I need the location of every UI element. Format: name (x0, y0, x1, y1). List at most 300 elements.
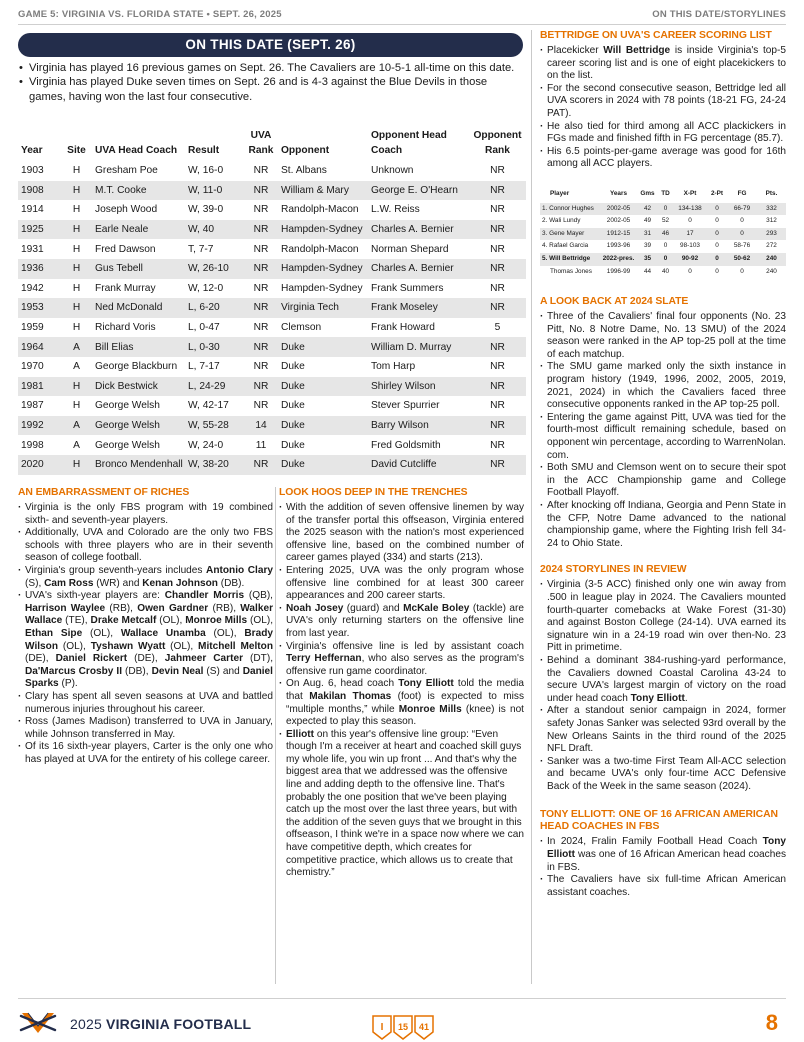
table-cell: M.T. Cooke (92, 181, 185, 201)
table-cell: 2002-05 (606, 217, 631, 225)
table-cell: 11 (255, 439, 267, 451)
table-cell: NR (490, 282, 505, 294)
table-cell: NR (490, 361, 505, 373)
table-cell: Shirley Wilson (368, 377, 468, 397)
player-name: Tyshawn Wyatt (90, 640, 166, 652)
table-cell: 1931 (21, 243, 44, 255)
table-cell: 46 (658, 228, 673, 241)
table-cell: 0 (658, 203, 673, 216)
coach-name: Tony Elliott (630, 692, 685, 704)
table-row (18, 220, 526, 240)
table-row (18, 161, 526, 181)
bettridge-bullet (540, 45, 786, 83)
table-cell: H (72, 243, 81, 255)
virginia-logo-icon (19, 1010, 57, 1036)
table-cell: 2. Wali Lundy (542, 217, 581, 225)
table-cell: A (73, 361, 80, 373)
table-cell: Duke (278, 455, 368, 475)
table-cell: 1912-15 (600, 228, 637, 241)
table-cell: H (60, 259, 92, 279)
table-cell: 1996-99 (606, 267, 631, 275)
table-cell: NR (243, 337, 278, 357)
badge-text: I (380, 1022, 384, 1033)
table-cell: W, 39-0 (188, 204, 224, 216)
table-cell: A (60, 416, 92, 436)
table-cell: 31 (637, 228, 658, 241)
column-header: Player (550, 189, 570, 197)
table-row (18, 435, 526, 455)
table-cell: Clemson (281, 322, 322, 334)
player-name: Devin Neal (151, 665, 204, 677)
table-cell: William D. Murray (368, 337, 468, 357)
text: (DT), (243, 653, 273, 665)
storyline-bullet: · After a standout senior campaign in 2024, former safety Jonas Sanker was selected 93rd overall by the New Orleans Saints in the third round of the 2025 NFL Draft. (540, 705, 786, 755)
table-cell: NR (468, 181, 526, 201)
coach-name: Terry Heffernan (286, 653, 362, 665)
running-header (18, 9, 786, 23)
table-cell: NR (253, 204, 269, 216)
trenches-bullet (279, 678, 524, 728)
table-cell: W, 42-17 (188, 400, 229, 412)
table-cell: Fred Dawson (95, 243, 156, 255)
table-cell: 2022-pres. (600, 253, 637, 266)
table-cell: W, 16-0 (188, 165, 224, 177)
text: Virginia's group seventh-years includes (25, 564, 207, 576)
table-cell: Frank Summers (371, 282, 444, 294)
player-name: Owen Gardner (137, 602, 209, 614)
table-cell: Hampden-Sydney (281, 282, 363, 294)
column-header: UVA Rank (248, 130, 274, 156)
table-cell: H (72, 282, 81, 294)
player-name: McKale Boley (403, 602, 470, 614)
player-name: Antonio Clary (206, 564, 273, 576)
text: (tackle) are UVA's only returning starters on the offensive line from last year. (286, 602, 524, 639)
table-cell: L, 7-17 (188, 361, 220, 373)
table-cell: L.W. Reiss (371, 204, 420, 216)
slate-bullet: · Three of the Cavaliers' final four opponents (No. 23 Pitt, No. 8 Notre Dame, No. 13 SMU) of the 2024 season were ranked in the AP top-25 poll at the time of each matchup. (540, 311, 786, 361)
trenches-section (279, 487, 524, 880)
table-cell: Duke (281, 439, 305, 451)
column-header: X-Pt (683, 189, 697, 197)
slate-bullet: · After knocking off Indiana, Georgia and Penn State in the CFP, Notre Dame advanced to the national championship game, where the Fighting Irish fell 34-24 to Ohio State. (540, 500, 786, 550)
text: (WR) and (93, 577, 143, 589)
table-cell: 17 (673, 228, 707, 241)
text: (OL), (58, 640, 91, 652)
section-title: TONY ELLIOTT: ONE OF 16 AFRICAN AMERICAN HEAD COACHES IN FBS (540, 809, 778, 833)
table-cell: 90-92 (673, 253, 707, 266)
text: , who also serves as the program's offensive run game coordinator. (286, 653, 524, 677)
table-cell: 1936 (18, 259, 60, 279)
table-cell: Stever Spurrier (371, 400, 440, 412)
table-cell: Duke (278, 377, 368, 397)
table-cell: NR (253, 400, 269, 412)
player-name: Chandler Morris (164, 590, 245, 602)
column-header: Years (609, 189, 628, 197)
column-divider (531, 30, 532, 984)
riches-bullet: · Clary has spent all seven seasons at UVA and battled numerous injuries throughout his career. (18, 691, 273, 716)
table-cell: H (72, 400, 81, 412)
storyline-bullet (540, 655, 786, 705)
table-row (18, 181, 526, 201)
table-cell: 0 (688, 267, 692, 275)
table-cell: L, 0-47 (188, 322, 220, 334)
player-name: Will Bettridge (603, 45, 671, 56)
table-cell: L, 24-29 (185, 377, 243, 397)
player-name: Jahmeer Carter (164, 653, 243, 665)
table-row (18, 455, 526, 475)
table-cell: Frank Howard (371, 322, 435, 334)
table-cell: William & Mary (278, 181, 368, 201)
table-cell: Frank Murray (95, 282, 156, 294)
table-row (18, 279, 526, 299)
table-cell: W, 26-10 (185, 259, 243, 279)
table-cell: 5 (494, 322, 501, 334)
table-cell: W, 40 (185, 220, 243, 240)
table-cell: NR (243, 455, 278, 475)
column-header: Opponent (281, 145, 330, 156)
table-cell: NR (490, 400, 505, 412)
table-cell: 0 (740, 267, 744, 275)
table-body (18, 161, 526, 475)
table-cell: W, 24-0 (188, 439, 224, 451)
text: (DE), (127, 653, 165, 665)
text: (DB). (217, 577, 245, 589)
table-cell: NR (490, 243, 505, 255)
table-cell: H (72, 165, 81, 177)
table-cell: 0 (688, 217, 692, 225)
table-cell: NR (243, 181, 278, 201)
section-title: AN EMBARRASSMENT OF RICHES (18, 487, 190, 498)
table-cell: 1981 (18, 377, 60, 397)
table-cell: 44 (643, 267, 652, 275)
header-game-title: GAME 5: VIRGINIA VS. FLORIDA STATE • SEPT. 26, 2025 (18, 9, 282, 20)
table-cell: L, 0-30 (185, 337, 243, 357)
coach-name: Tony Elliott (398, 678, 454, 690)
player-name: Harrison Waylee (25, 602, 106, 614)
text: told the media that (286, 678, 524, 702)
trenches-bullet (279, 603, 524, 641)
table-cell: 35 (637, 253, 658, 266)
text: (foot) is expected to miss “multiple months,” while (286, 690, 524, 715)
table-cell: NR (253, 361, 269, 373)
footer-program: VIRGINIA FOOTBALL (106, 1016, 252, 1032)
table-cell: H (60, 181, 92, 201)
table-cell: Randolph-Macon (281, 204, 359, 216)
riches-bullet: · Of its 16 sixth-year players, Carter is the only one who has played at UVA for the entirety of his college career. (18, 741, 273, 766)
storyline-bullet: · Sanker was a two-time First Team All-ACC selection and became UVA's only four-time ACC Defensive Back of the Week in the same season (2024). (540, 756, 786, 794)
table-row (18, 357, 526, 377)
player-name: Drake Metcalf (90, 615, 157, 627)
table-cell: 0 (740, 217, 744, 225)
elliott-bullet: · The Cavaliers have six full-time African American assistant coaches. (540, 874, 786, 899)
table-cell: George Welsh (95, 439, 160, 451)
table-cell: NR (468, 455, 526, 475)
table-cell: Hampden-Sydney (278, 220, 368, 240)
table-cell: NR (253, 322, 269, 334)
table-cell: 14 (243, 416, 278, 436)
table-cell: 134-138 (673, 203, 707, 216)
table-cell: NR (468, 337, 526, 357)
text: . (684, 692, 688, 704)
table-row (540, 266, 786, 279)
section-title: 2024 STORYLINES IN REVIEW (540, 564, 687, 576)
storyline-bullet: · Virginia (3-5 ACC) finished only one win away from .500 in league play in 2024. The Cavaliers mounted fourth-quarter comebacks at Wake Forest (31-30) and against Boston College (24-14). UVA earned its signature win in a 24-19 road win over then-No. 23 Pitt in primetime. (540, 579, 786, 655)
text: (OL), (247, 615, 274, 627)
table-cell: 0 (658, 253, 673, 266)
table-cell: 1987 (21, 400, 44, 412)
text: (QB), (244, 590, 273, 602)
table-cell: NR (243, 259, 278, 279)
table-cell: 0 (707, 203, 727, 216)
table-cell: Charles A. Bernier (368, 259, 468, 279)
table-row (18, 239, 526, 259)
table-cell: 1970 (21, 361, 44, 373)
table-cell: NR (468, 298, 526, 318)
table-cell: H (72, 322, 81, 334)
table-cell: 39 (643, 242, 652, 250)
table-cell: NR (468, 220, 526, 240)
table-cell: 42 (637, 203, 658, 216)
column-header: Pts. (765, 189, 778, 197)
table-cell: NR (468, 377, 526, 397)
bettridge-bullet: · His 6.5 points-per-game average was good for 16th among all ACC players. (540, 146, 786, 171)
table-cell: 0 (715, 242, 719, 250)
player-name: Brady Wilson (25, 627, 273, 652)
page-number: 8 (765, 1010, 778, 1035)
table-cell: Duke (278, 337, 368, 357)
table-row (18, 416, 526, 436)
table-cell: 40 (661, 267, 670, 275)
table-cell: NR (468, 416, 526, 436)
text: UVA's sixth-year players are: (25, 590, 165, 602)
table-cell: T, 7-7 (188, 243, 214, 255)
table-cell: 58-76 (733, 242, 751, 250)
column-header: Site (67, 145, 86, 156)
table-cell: NR (253, 243, 269, 255)
table-row (18, 337, 526, 357)
table-cell: 293 (757, 228, 786, 241)
table-cell: 2020 (18, 455, 60, 475)
table-cell: 50-62 (727, 253, 757, 266)
table-cell: 332 (757, 203, 786, 216)
coach-name: Elliott (286, 728, 315, 740)
text: On Aug. 6, head coach (286, 678, 399, 690)
text: (S) and (203, 665, 243, 677)
table-cell: Gresham Poe (95, 165, 158, 177)
table-cell: 1998 (21, 439, 44, 451)
table-header-row (540, 187, 786, 203)
table-body (540, 203, 786, 279)
table-cell: A (60, 337, 92, 357)
trenches-bullet (279, 729, 524, 880)
column-header: Year (21, 145, 43, 156)
riches-bullet (18, 590, 273, 691)
text: (OL), (156, 615, 186, 627)
table-cell: 1908 (18, 181, 60, 201)
text: (DE), (25, 653, 56, 665)
table-cell: L, 6-20 (185, 298, 243, 318)
table-row (540, 253, 786, 266)
table-cell: Charles A. Bernier (368, 220, 468, 240)
table-cell: H (72, 204, 81, 216)
badge-text: 41 (418, 1022, 430, 1032)
text: (OL), (82, 627, 121, 639)
player-name: Monroe Mills (398, 703, 462, 715)
table-cell: W, 11-0 (185, 181, 243, 201)
intro-notes (18, 61, 526, 104)
column-header: Result (188, 145, 220, 156)
table-cell: NR (490, 439, 505, 451)
table-cell: 240 (766, 267, 777, 275)
right-column (540, 30, 786, 899)
table-cell: Duke (278, 416, 368, 436)
player-name: Da'Marcus Crosby II (25, 665, 123, 677)
table-cell: A (73, 439, 80, 451)
table-cell: Gus Tebell (92, 259, 185, 279)
text: (OL), (205, 627, 245, 639)
section-title: A LOOK BACK AT 2024 SLATE (540, 296, 689, 308)
table-cell: W, 12-0 (188, 282, 224, 294)
table-row (540, 228, 786, 241)
on-this-date-table (18, 128, 526, 475)
header-section-title: ON THIS DATE/STORYLINES (652, 9, 786, 20)
player-name: Kenan Johnson (142, 577, 218, 589)
table-cell: NR (243, 377, 278, 397)
section-title: LOOK HOOS DEEP IN THE TRENCHES (279, 487, 468, 498)
table-row (18, 298, 526, 318)
table-cell: 98-103 (680, 242, 700, 250)
table-cell: Tom Harp (371, 361, 416, 373)
table-row (18, 259, 526, 279)
text: (guard) and (343, 602, 404, 614)
table-cell: 1. Connor Hughes (540, 203, 600, 216)
table-cell: 0 (715, 267, 719, 275)
riches-bullet: · Additionally, UVA and Colorado are the only two FBS schools with three players who are in their seventh season of college football. (18, 527, 273, 565)
table-cell: W, 38-20 (185, 455, 243, 475)
table-row (18, 377, 526, 397)
player-name: Ethan Sipe (25, 627, 83, 639)
intro-note: • Virginia has played Duke seven times on Sept. 26 and is 4-3 against the Blue Devils in those games, having won the last four consecutive. (18, 75, 526, 104)
table-cell: 0 (707, 253, 727, 266)
table-cell: Richard Voris (95, 322, 156, 334)
table-cell: NR (253, 165, 269, 177)
table-cell: Norman Shepard (371, 243, 449, 255)
coach-name: Tony Elliott (547, 836, 786, 861)
player-name: Mitchell Melton (198, 640, 273, 652)
table-cell: Dick Bestwick (92, 377, 185, 397)
table-cell: St. Albans (281, 165, 327, 177)
slate-bullet: · The SMU game marked only the sixth instance in program history (1949, 1996, 2002, 2005, 2019, 2021, 2024) in which the Cavaliers faced three consecutive opponents ranked in the AP top-25 poll. (540, 361, 786, 411)
riches-section (18, 487, 273, 766)
table-cell: Thomas Jones (550, 267, 592, 275)
career-scoring-table (540, 187, 786, 278)
column-header: UVA Head Coach (95, 145, 178, 156)
table-cell: 1903 (21, 165, 44, 177)
table-cell: 1914 (21, 204, 44, 216)
text: (DB), (122, 665, 152, 677)
section-title: BETTRIDGE ON UVA'S CAREER SCORING LIST (540, 30, 772, 41)
table-cell: 1942 (21, 282, 44, 294)
player-name: Daniel Sparks (25, 665, 273, 690)
table-cell: 4. Rafael Garcia (542, 242, 589, 250)
trenches-bullet: · Entering 2025, UVA was the only program whose offensive line combined for at least 300 career appearances and 200 career starts. (279, 565, 524, 603)
table-cell: 49 (643, 217, 652, 225)
player-name: Wallace Unamba (120, 627, 206, 639)
player-name: Daniel Rickert (55, 653, 128, 665)
table-cell: NR (243, 298, 278, 318)
slate-bullet: · Both SMU and Clemson went on to secure their spot in the ACC Championship game and College Football Playoff. (540, 462, 786, 500)
table-row (18, 396, 526, 416)
table-cell: David Cutcliffe (368, 455, 468, 475)
player-name: Makilan Thomas (309, 690, 392, 702)
text: is inside Virginia's top-5 career scoring list and is one of eight placekickers to on the list. (547, 45, 786, 82)
trenches-bullet (279, 641, 524, 679)
text: Placekicker (547, 45, 604, 56)
table-cell: 0 (715, 217, 719, 225)
table-cell: Frank Moseley (368, 298, 468, 318)
table-cell: 312 (766, 217, 777, 225)
table-cell: 2002-05 (600, 203, 637, 216)
table-cell: NR (468, 259, 526, 279)
table-cell: 5. Will Bettridge (540, 253, 600, 266)
table-cell: 1959 (21, 322, 44, 334)
table-cell: NR (490, 165, 505, 177)
slate-bullet: · Entering the game against Pitt, UVA was tied for the fourth-most difficult remaining schedule, based on opponent win percentage, according to WarrenNolan. com. (540, 412, 786, 462)
player-name: Monroe Mills (185, 615, 248, 627)
column-header: Opponent Rank (473, 130, 522, 156)
table-row (18, 200, 526, 220)
column-divider (275, 487, 276, 984)
honors-badge-icon (371, 1013, 435, 1041)
table-cell: Fred Goldsmith (371, 439, 441, 451)
table-cell: 1953 (18, 298, 60, 318)
table-row (540, 203, 786, 216)
table-cell: George Blackburn (95, 361, 178, 373)
table-cell: H (60, 455, 92, 475)
table-cell: NR (490, 204, 505, 216)
table-cell: George E. O'Hearn (368, 181, 468, 201)
text: was one of 16 African American head coaches in FBS. (547, 849, 786, 873)
table-cell: 66-79 (727, 203, 757, 216)
text: Behind a dominant 384-rushing-yard performance, the Cavaliers downed Coastal Carolina 43-24 to secure UVA's largest margin of victory on the road under head coach (547, 654, 786, 704)
text: (S), (25, 577, 45, 589)
table-cell: George Welsh (95, 400, 160, 412)
player-name: Noah Josey (286, 602, 344, 614)
table-cell: 0 (707, 228, 727, 241)
footer-title (70, 1016, 251, 1032)
table-cell: 1992 (18, 416, 60, 436)
text: (OL), (165, 640, 199, 652)
table-cell: Barry Wilson (368, 416, 468, 436)
table-cell: Unknown (371, 165, 414, 177)
table-cell: Hampden-Sydney (278, 259, 368, 279)
table-cell: 1925 (18, 220, 60, 240)
player-name: Cam Ross (44, 577, 94, 589)
table-cell: H (60, 298, 92, 318)
table-cell: 0 (727, 228, 757, 241)
table-cell: 52 (661, 217, 670, 225)
footer-divider (18, 998, 786, 999)
trenches-bullet: · With the addition of seven offensive linemen by way of the transfer portal this offseason, Virginia entered the 2025 season with the nation's most experienced offensive line, based on the combined number of career games played (334) and starts (213). (279, 502, 524, 565)
table-cell: 3. Gene Mayer (540, 228, 600, 241)
table-cell: Bill Elias (92, 337, 185, 357)
bettridge-bullet: · For the second consecutive season, Bettridge led all UVA scorers in 2024 with 78 points (18-21 FG, 24-24 PAT). (540, 83, 786, 121)
table-cell: 272 (766, 242, 777, 250)
table-cell: George Welsh (92, 416, 185, 436)
text: (TE), (62, 615, 91, 627)
text: Virginia's offensive line is led by assistant coach (286, 640, 524, 652)
text: (RB), (105, 602, 138, 614)
